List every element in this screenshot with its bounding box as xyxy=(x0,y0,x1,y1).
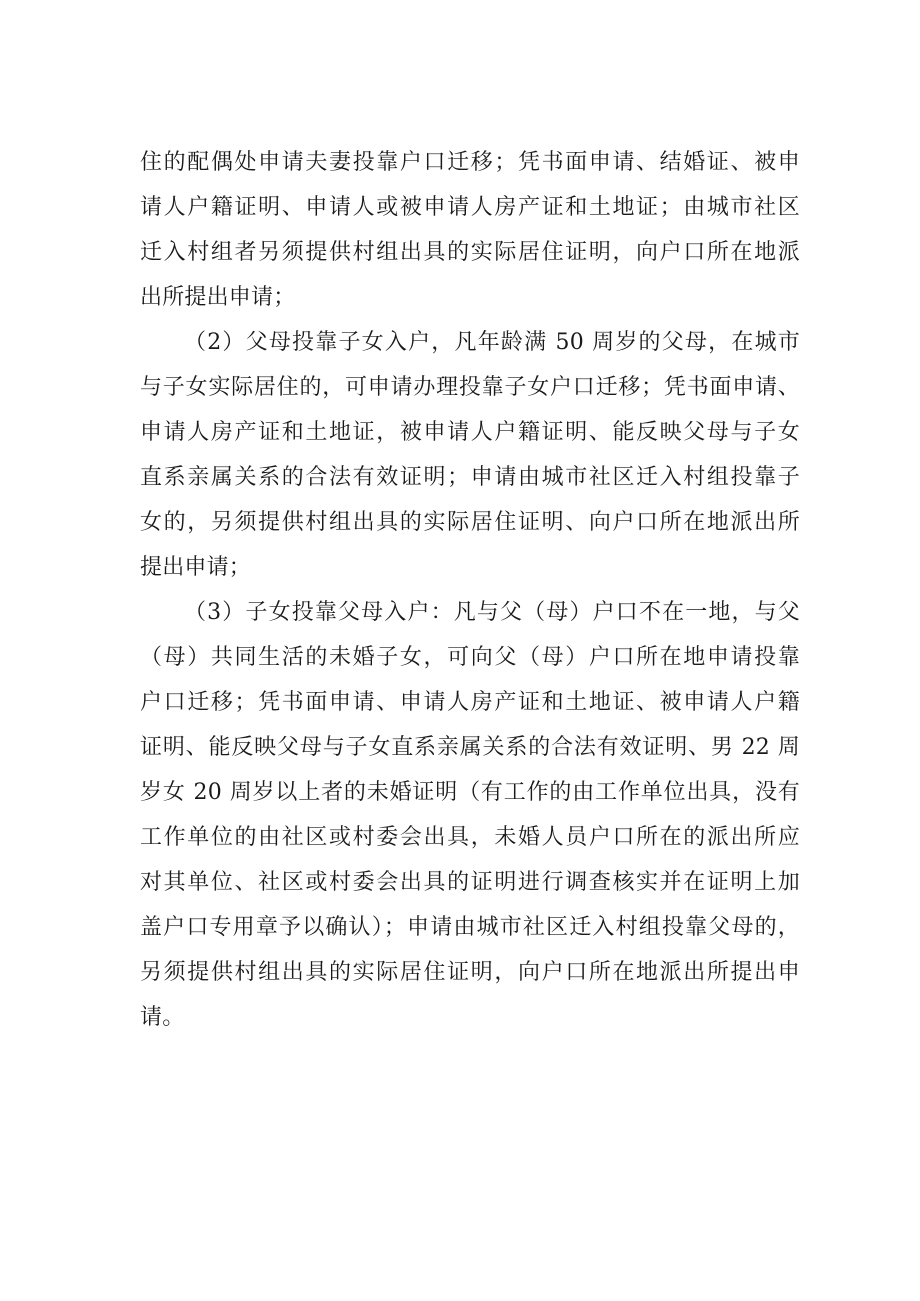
text-line: 请人户籍证明、申请人或被申请人房产证和土地证；由城市社区 xyxy=(140,195,800,220)
text-line: 申请人房产证和土地证，被申请人户籍证明、能反映父母与子女 xyxy=(140,420,800,445)
paragraph-spouse-continued xyxy=(140,140,800,320)
text-line: 盖户口专用章予以确认）；申请由城市社区迁入村组投靠父母的， xyxy=(140,915,800,940)
text-line: 迁入村组者另须提供村组出具的实际居住证明，向户口所在地派 xyxy=(140,240,800,265)
text-line: （3）子女投靠父母入户：凡与父（母）户口不在一地，与父 xyxy=(184,600,800,625)
text-line: 女的，另须提供村组出具的实际居住证明、向户口所在地派出所 xyxy=(140,510,800,535)
document-body xyxy=(140,140,800,1040)
paragraph-parents-join-children xyxy=(140,320,800,590)
text-line: 另须提供村组出具的实际居住证明，向户口所在地派出所提出申 xyxy=(140,960,800,985)
text-line: （母）共同生活的未婚子女，可向父（母）户口所在地申请投靠 xyxy=(140,645,800,670)
text-line: 与子女实际居住的，可申请办理投靠子女户口迁移；凭书面申请、 xyxy=(140,375,800,400)
text-line: 住的配偶处申请夫妻投靠户口迁移；凭书面申请、结婚证、被申 xyxy=(140,150,800,175)
paragraph-children-join-parents xyxy=(140,590,800,1040)
text-line: 请。 xyxy=(140,1005,185,1030)
text-line: 户口迁移；凭书面申请、申请人房产证和土地证、被申请人户籍 xyxy=(140,690,800,715)
text-line: 出所提出申请； xyxy=(140,285,296,310)
text-line: 对其单位、社区或村委会出具的证明进行调查核实并在证明上加 xyxy=(140,870,800,895)
text-line: 证明、能反映父母与子女直系亲属关系的合法有效证明、男 22 周 xyxy=(140,735,800,760)
text-line: 岁女 20 周岁以上者的未婚证明（有工作的由工作单位出具，没有 xyxy=(140,780,800,805)
text-line: 直系亲属关系的合法有效证明；申请由城市社区迁入村组投靠子 xyxy=(140,465,800,490)
text-line: （2）父母投靠子女入户，凡年龄满 50 周岁的父母，在城市 xyxy=(184,330,800,355)
text-line: 提出申请； xyxy=(140,555,252,580)
text-line: 工作单位的由社区或村委会出具，未婚人员户口所在的派出所应 xyxy=(140,825,800,850)
